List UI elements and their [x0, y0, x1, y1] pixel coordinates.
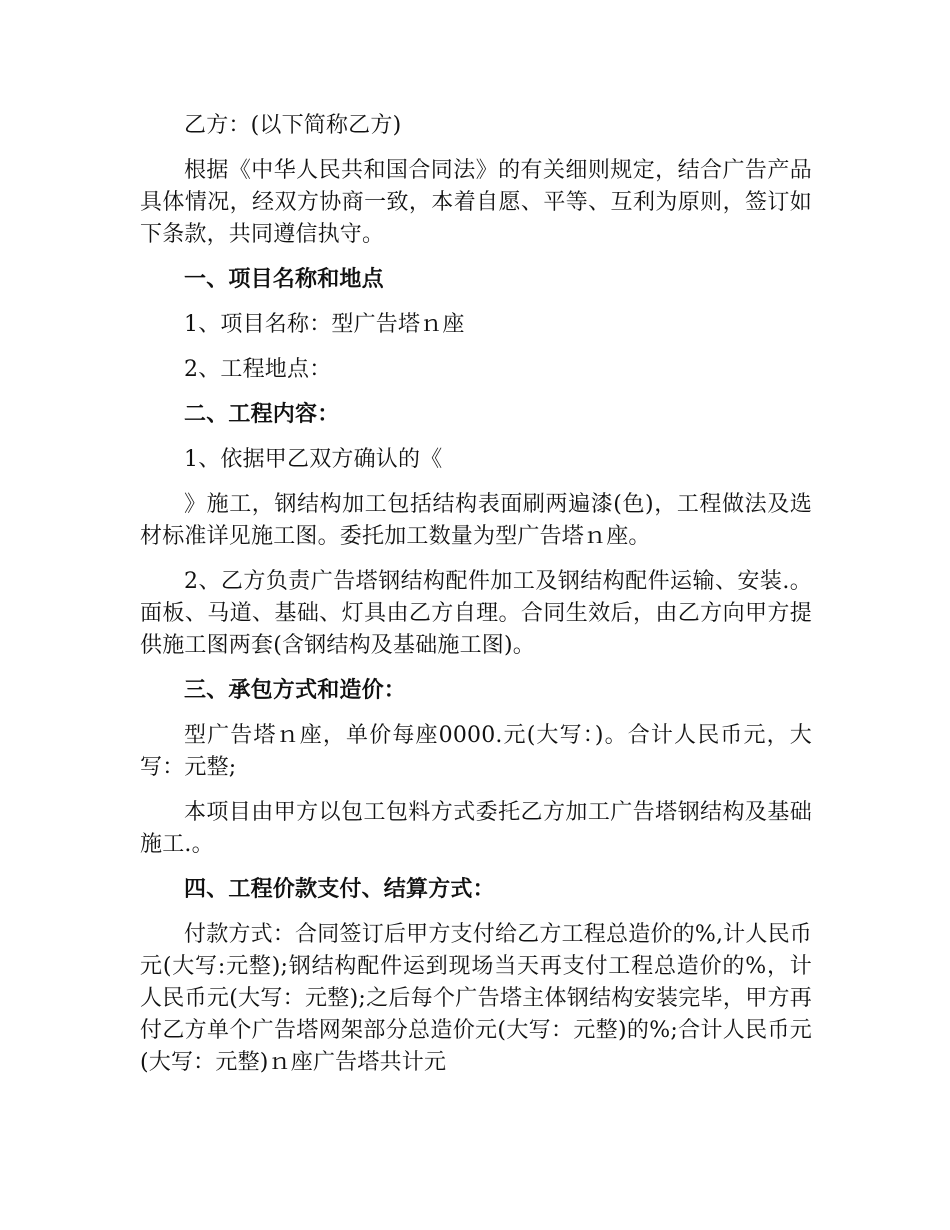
content-item-1: 1、依据甲乙双方确认的《	[184, 447, 443, 472]
preamble-paragraph: 根据《中华人民共和国合同法》的有关细则规定，结合广告产品具体情况，经双方协商一致，本着自愿、平等、互利为原则，签订如下条款，共同遵信执守。	[140, 158, 812, 247]
payment-terms-paragraph: 付款方式：合同签订后甲方支付给乙方工程总造价的%,计人民币元(大写:元整);钢结构配件运到现场当天再支付工程总造价的%，计人民币元(大写：元整);之后每个广告塔主体钢结构安装完毕，甲方再付乙方单个广告塔网架部分总造价元(大写：元整)的%;合计人民币元(大写：元整)ｎ座广告塔共计元	[140, 922, 812, 1075]
contract-mode-paragraph: 本项目由甲方以包工包料方式委托乙方加工广告塔钢结构及基础施工.。	[140, 800, 812, 857]
content-item-2: 2、乙方负责广告塔钢结构配件加工及钢结构配件运输、安装.。面板、马道、基础、灯具由乙方自理。合同生效后，由乙方向甲方提供施工图两套(含钢结构及基础施工图)。	[140, 569, 812, 658]
project-location-item: 2、工程地点：	[184, 357, 332, 382]
section-heading-3: 三、承包方式和造价：	[184, 678, 407, 703]
document-page	[140, 110, 812, 1092]
section-heading-4: 四、工程价款支付、结算方式：	[184, 877, 495, 902]
party-b-line: 乙方：(以下简称乙方)	[184, 113, 402, 138]
content-item-1-continued: 》施工，钢结构加工包括结构表面刷两遍漆(色)，工程做法及选材标准详见施工图。委托加工数量为型广告塔ｎ座。	[140, 492, 812, 549]
pricing-paragraph: 型广告塔ｎ座，单价每座0000.元(大写：)。合计人民币元，大写：元整;	[140, 723, 812, 780]
section-heading-2: 二、工程内容：	[184, 402, 340, 427]
project-name-item: 1、项目名称：型广告塔ｎ座	[184, 312, 465, 337]
section-heading-1: 一、项目名称和地点	[184, 267, 384, 292]
